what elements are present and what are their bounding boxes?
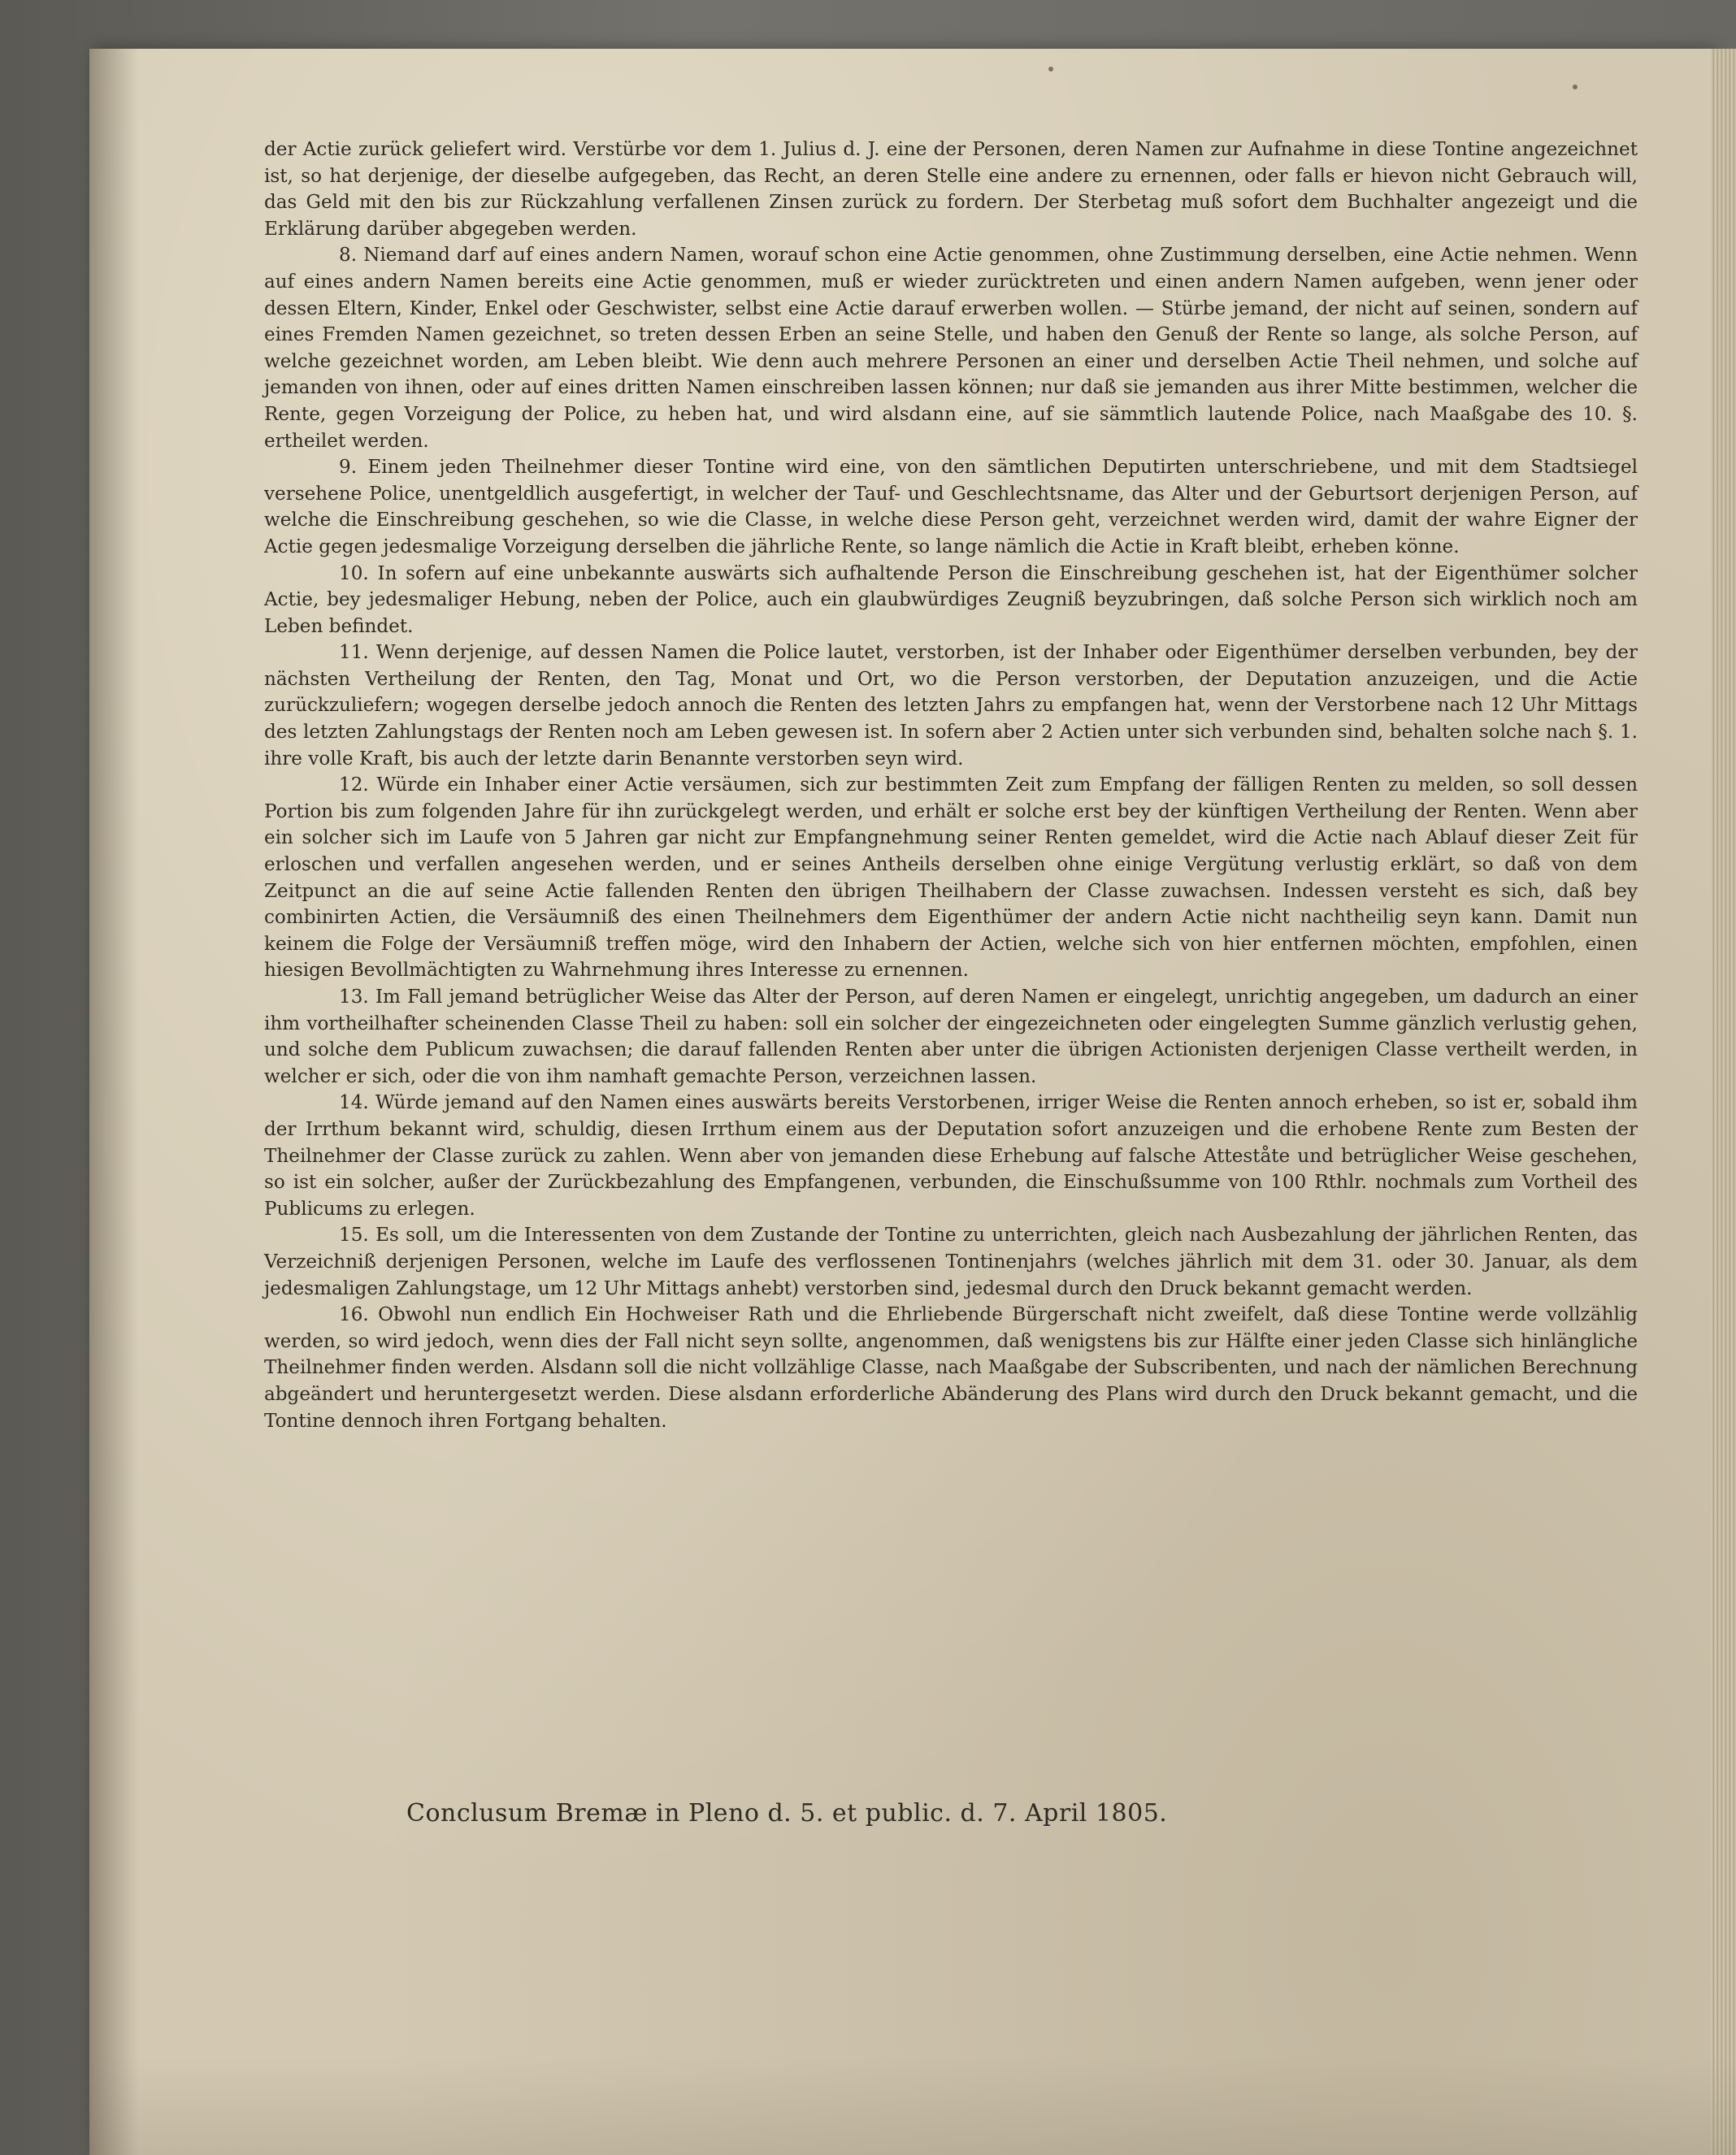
page-stack-edges [1711,49,1736,2155]
ink-speck [1573,85,1578,89]
paragraph-text: Im Fall jemand betrüglicher Weise das Alter der Person, auf deren Namen er eingelegt, unrichtig angegeben, um dadurch an einer ihm vortheilhafter scheinenden Classe Theil zu haben: soll ein solcher der eingezeichneten oder eingelegten Summe gänzlich verlustig gehen, und solche dem Publicum zuwachsen; die darauf fallenden Renten aber unter die übrigen Actionisten derjenigen Classe vertheilt werden, in welcher er sich, oder die von ihm namhaft gemachte Person, verzeichnen lassen. [264,986,1638,1087]
continuation-paragraph: der Actie zurück geliefert wird. Verstürbe vor dem 1. Julius d. J. eine der Personen, deren Namen zur Aufnahme in diese Tontine angezeichnet ist, so hat derjenige, der dieselbe aufgegeben, das Recht, an deren Stelle eine andere zu ernennen, oder falls er hievon nicht Gebrauch will, das Geld mit den bis zur Rückzahlung verfallenen Zinsen zurück zu fordern. Der Sterbetag muß sofort dem Buchhalter angezeigt und die Erklärung darüber abgegeben werden. [264,139,1638,240]
paragraph-text: Obwohl nun endlich Ein Hochweiser Rath und die Ehrliebende Bürgerschaft nicht zweifelt, daß diese Tontine werde vollzählig werden, so wird jedoch, wenn dies der Fall nicht seyn sollte, angenommen, daß wenigstens bis zur Hälfte einer jeden Classe sich hinlängliche Theilnehmer finden werden. Alsdann soll die nicht vollzählige Classe, nach Maaßgabe der Subscribenten, und nach der nämlichen Berechnung abgeändert und heruntergesetzt werden. Diese alsdann erforderliche Abänderung des Plans wird durch den Druck bekannt gemacht, und die Tontine dennoch ihren Fortgang behalten. [264,1304,1638,1432]
ink-speck [1048,67,1053,72]
paragraph-text: Würde ein Inhaber einer Actie versäumen, sich zur bestimmten Zeit zum Empfang der fälligen Renten zu melden, so soll dessen Portion bis zum folgenden Jahre für ihn zurückgelegt werden, und erhält er solche erst bey der künftigen Vertheilung der Renten. Wenn aber ein solcher sich im Laufe von 5 Jahren gar nicht zur Empfangnehmung seiner Renten gemeldet, wird die Actie nach Ablauf dieser Zeit für erloschen und verfallen angesehen werden, und er seines Antheils derselben ohne einige Vergütung verlustig erklärt, so daß von dem Zeitpunct an die auf seine Actie fallenden Renten den übrigen Theilhabern der Classe zuwachsen. Indessen versteht es sich, daß bey combinirten Actien, die Versäumniß des einen Theilnehmers dem Eigenthümer der andern Actie nicht nachtheilig seyn kann. Damit nun keinem die Folge der Versäumniß treffen möge, wird den Inhabern der Actien, welche sich von hier entfernen möchten, empfohlen, einen hiesigen Bevollmächtigten zu Wahrnehmung ihres Interesse zu ernennen. [264,774,1638,982]
paragraph-9 [264,454,1638,560]
paragraph-16 [264,1302,1638,1434]
binding-shadow [89,49,138,2155]
paragraph-number: 16. [339,1304,369,1326]
paragraph-14 [264,1090,1638,1222]
paragraph-text: In sofern auf eine unbekannte auswärts sich aufhaltende Person die Einschreibung geschehen ist, hat der Eigenthümer solcher Actie, bey jedesmaliger Hebung, neben der Police, auch ein glaubwürdiges Zeugniß beyzubringen, daß solche Person sich wirklich noch am Leben befindet. [264,562,1638,637]
paragraph-text: Es soll, um die Interessenten von dem Zustande der Tontine zu unterrichten, gleich nach Ausbezahlung der jährlichen Renten, das Verzeichniß derjenigen Personen, welche im Laufe des verflossenen Tontinenjahrs (welches jährlich mit dem 31. oder 30. Januar, als dem jedesmaligen Zahlungstage, um 12 Uhr Mittags anhebt) verstorben sind, jedesmal durch den Druck bekannt gemacht werden. [264,1225,1638,1299]
paragraph-number: 14. [339,1092,369,1114]
paragraph-text: Würde jemand auf den Namen eines auswärts bereits Verstorbenen, irriger Weise die Renten annoch erheben, so ist er, sobald ihm der Irrthum bekannt wird, schuldig, diesen Irrthum einem aus der Deputation sofort anzuzeigen und die erhobene Rente zum Besten der Theilnehmer der Classe zurück zu zahlen. Wenn aber von jemanden diese Erhebung auf falsche Atteståte und betrüglicher Weise geschehen, so ist ein solcher, außer der Zurückbezahlung des Empfangenen, verbunden, die Einschußsumme von 100 Rthlr. nochmals zum Vortheil des Publicums zu erlegen. [264,1092,1638,1220]
paragraph-number: 13. [339,986,369,1008]
page-bottom-shade [89,2056,1736,2155]
paragraph-15 [264,1222,1638,1302]
paragraph-text: Einem jeden Theilnehmer dieser Tontine wird eine, von den sämtlichen Deputirten unterschriebene, und mit dem Stadtsiegel versehene Police, unentgeldlich ausgefertigt, in welcher der Tauf- und Geschlechtsname, das Alter und der Geburtsort derjenigen Person, auf welche die Einschreibung geschehen, so wie die Classe, in welche diese Person geht, verzeichnet werden wird, damit der wahre Eigner der Actie gegen jedesmalige Vorzeigung derselben die jährliche Rente, so lange nämlich die Actie in Kraft bleibt, erheben könne. [264,457,1638,557]
paragraph-8 [264,242,1638,454]
paragraph-number: 12. [339,774,369,796]
paragraph-number: 10. [339,562,369,584]
paragraph-text: Wenn derjenige, auf dessen Namen die Police lautet, verstorben, ist der Inhaber oder Eigenthümer derselben verbunden, bey der nächsten Vertheilung der Renten, den Tag, Monat und Ort, wo die Person verstorben, der Deputation anzuzeigen, und die Actie zurückzuliefern; wogegen derselbe jedoch annoch die Renten des letzten Jahrs zu empfangen hat, wenn der Verstorbene nach 12 Uhr Mittags des letzten Zahlungstags der Renten noch am Leben gewesen ist. In sofern aber 2 Actien unter sich verbunden sind, behalten solche nach §. 1. ihre volle Kraft, bis auch der letzte darin Benannte verstorben seyn wird. [264,642,1638,770]
paragraph-number: 15. [339,1225,369,1247]
paragraph-number: 8. [339,245,358,267]
paragraph-number: 11. [339,642,369,664]
conclusum-line: Conclusum Bremæ in Pleno d. 5. et public. d. 7. April 1805. [406,1799,1168,1828]
paragraph-text: Niemand darf auf eines andern Namen, worauf schon eine Actie genommen, ohne Zustimmung derselben, eine Actie nehmen. Wenn auf eines andern Namen bereits eine Actie genommen, muß er wieder zurücktreten und einen andern Namen aufgeben, wenn jener oder dessen Eltern, Kinder, Enkel oder Geschwister, selbst eine Actie darauf erwerben wollen. — Stürbe jemand, der nicht auf seinen, sondern auf eines Fremden Namen gezeichnet, so treten dessen Erben an seine Stelle, und haben den Genuß der Rente so lange, als solche Person, auf welche gezeichnet worden, am Leben bleibt. Wie denn auch mehrere Personen an einer und derselben Actie Theil nehmen, und solche auf jemanden von ihnen, oder auf eines dritten Namen einschreiben lassen können; nur daß sie jemanden aus ihrer Mitte bestimmen, welcher die Rente, gegen Vorzeigung der Police, zu heben hat, und wird alsdann eine, auf sie sämmtlich lautende Police, nach Maaßgabe des 10. §. ertheilet werden. [264,245,1638,452]
paragraph-11 [264,640,1638,772]
paragraph-13 [264,984,1638,1090]
paragraph-10 [264,561,1638,640]
paragraph-12 [264,772,1638,984]
paragraph-number: 9. [339,457,358,479]
document-body [264,137,1638,1434]
